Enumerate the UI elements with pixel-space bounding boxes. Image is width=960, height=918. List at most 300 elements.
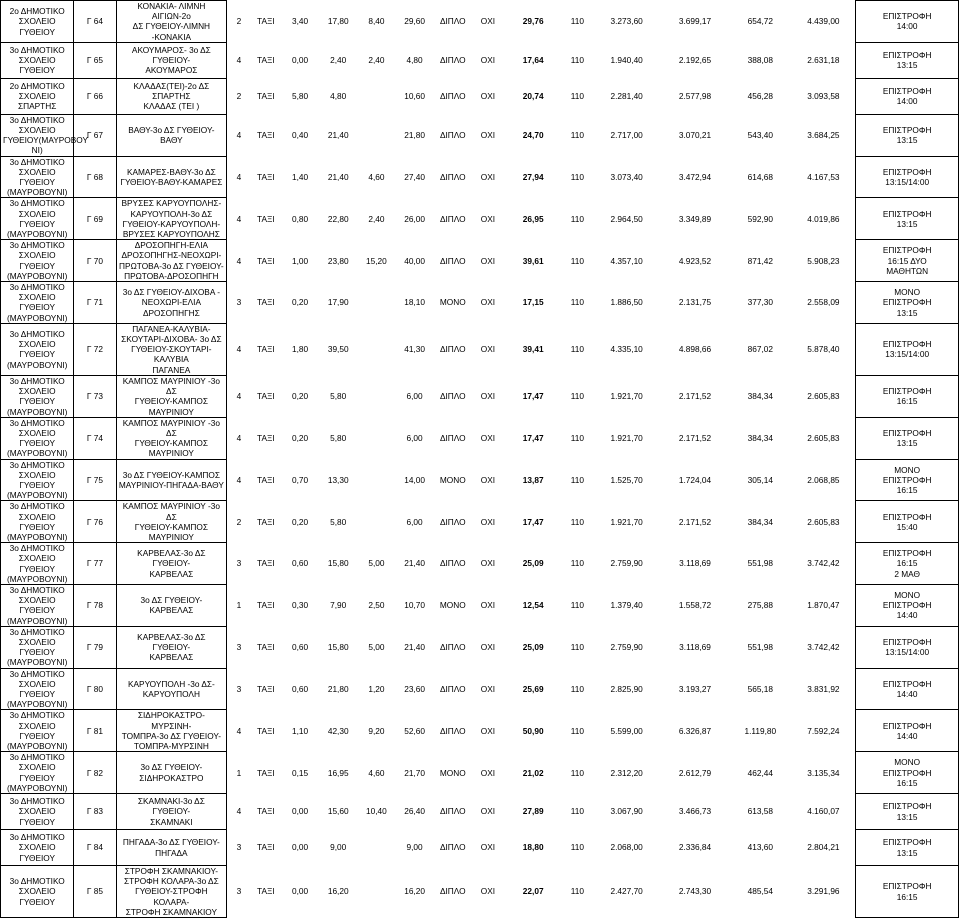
table-row — [1, 114, 959, 156]
trip-mode-cell: ΔΙΠΛΟ — [439, 842, 466, 853]
days-cell: 110 — [570, 344, 585, 355]
cost-vat-cell: 2.171,52 — [678, 391, 712, 402]
days-cell: 110 — [570, 130, 585, 141]
days-cell: 110 — [570, 886, 585, 897]
schedule-cell: ΕΠΙΣΤΡΟΦΗ 13:15 — [856, 830, 959, 866]
km-empty-cell: 3,40 — [291, 16, 309, 27]
cost-vat-cell: 3.070,21 — [678, 130, 712, 141]
km-total-cell: 21,70 — [404, 767, 425, 778]
table-row — [1, 323, 959, 375]
school-cell: 3ο ΔΗΜΟΤΙΚΟ ΣΧΟΛΕΙΟ ΓΥΘΕΙΟΥ — [1, 42, 74, 78]
seats-cell: 4 — [236, 130, 242, 141]
cost-extra-cell: 551,98 — [747, 642, 774, 653]
route-code-cell: Γ 82 — [74, 752, 116, 794]
km-loaded-cell: 15,60 — [327, 806, 349, 817]
routes-table-body — [1, 1, 959, 918]
school-cell: 3ο ΔΗΜΟΤΙΚΟ ΣΧΟΛΕΙΟ ΓΥΘΕΙΟΥ (ΜΑΥΡΟΒΟΥΝΙ) — [1, 156, 74, 198]
route-code-cell: Γ 81 — [74, 710, 116, 752]
route-description-cell: ΚΑΜΠΟΣ ΜΑΥΡΙΝΙΟΥ -3ο ΔΣ ΓΥΘΕΙΟΥ-ΚΑΜΠΟΣ ΜΑΥΡΙΝΙΟΥ — [116, 501, 227, 543]
route-description-cell: ΣΤΡΟΦΗ ΣΚΑΜΝΑΚΙΟΥ- ΣΤΡΟΦΗ ΚΟΛΑΡΑ-3ο ΔΣ ΓΥΘΕΙΟΥ-ΣΤΡΟΦΗ ΚΟΛΑΡΑ- ΣΤΡΟΦΗ ΣΚΑΜΝΑΚΙΟΥ — [116, 866, 227, 918]
cost-vat-cell: 3.349,89 — [678, 213, 712, 224]
seats-cell: 2 — [236, 16, 242, 27]
km-loaded-cell: 16,95 — [327, 767, 349, 778]
km-total-cell: 29,60 — [404, 16, 425, 27]
cost-net-cell: 2.312,20 — [610, 767, 643, 778]
trip-mode-cell: ΔΙΠΛΟ — [439, 558, 466, 569]
trip-mode-cell: ΔΙΠΛΟ — [439, 433, 466, 443]
km-empty-cell: 0,15 — [291, 767, 309, 778]
schedule-cell: ΕΠΙΣΤΡΟΦΗ 16:15 ΔΥΟ ΜΑΘΗΤΩΝ — [856, 240, 959, 282]
daily-cost-cell: 17,15 — [522, 297, 544, 308]
cost-net-cell: 2.281,40 — [610, 91, 643, 102]
option-cell: ΟΧΙ — [480, 91, 496, 102]
km-empty-cell: 1,80 — [291, 344, 309, 355]
km-total-cell: 9,00 — [406, 842, 423, 853]
km-total-cell: 6,00 — [406, 516, 423, 527]
table-row — [1, 752, 959, 794]
route-code-cell: Γ 77 — [74, 543, 116, 585]
km-empty-cell: 0,60 — [291, 683, 309, 694]
cost-net-cell: 3.067,90 — [610, 806, 643, 817]
cost-net-cell: 1.921,70 — [610, 391, 643, 402]
cost-vat-cell: 3.699,17 — [678, 16, 712, 27]
km-extra-cell: 1,20 — [368, 683, 385, 694]
km-loaded-cell: 7,90 — [330, 600, 347, 611]
school-cell: 3ο ΔΗΜΟΤΙΚΟ ΣΧΟΛΕΙΟ ΓΥΘΕΙΟΥ — [1, 794, 74, 830]
km-loaded-cell: 23,80 — [327, 255, 349, 266]
km-extra-cell: 2,50 — [368, 600, 385, 611]
cost-net-cell: 4.335,10 — [610, 344, 643, 355]
km-extra-cell: 2,40 — [368, 55, 385, 66]
option-cell: ΟΧΙ — [480, 433, 496, 443]
km-loaded-cell: 22,80 — [327, 213, 349, 224]
km-empty-cell: 0,80 — [291, 213, 309, 224]
seats-cell: 1 — [236, 600, 242, 611]
schedule-cell: ΕΠΙΣΤΡΟΦΗ 14:00 — [856, 1, 959, 43]
days-cell: 110 — [570, 91, 585, 102]
schedule-cell: ΕΠΙΣΤΡΟΦΗ 16:15 2 ΜΑΘ — [856, 543, 959, 585]
days-cell: 110 — [570, 683, 585, 694]
trip-mode-cell: ΔΙΠΛΟ — [439, 16, 466, 27]
cost-net-cell: 1.379,40 — [610, 600, 643, 611]
table-row — [1, 866, 959, 918]
km-loaded-cell: 5,80 — [330, 433, 347, 443]
cost-extra-cell: 592,90 — [747, 213, 774, 224]
route-code-cell: Γ 71 — [74, 282, 116, 324]
route-code-cell: Γ 72 — [74, 323, 116, 375]
cost-vat-cell: 2.131,75 — [678, 297, 712, 308]
route-code-cell: Γ 85 — [74, 866, 116, 918]
vehicle-type-cell: ΤΑΞΙ — [257, 806, 275, 817]
days-cell: 110 — [570, 806, 585, 817]
seats-cell: 3 — [236, 842, 242, 853]
km-loaded-cell: 13,30 — [327, 474, 349, 485]
cost-net-cell: 5.599,00 — [610, 725, 643, 736]
table-row — [1, 282, 959, 324]
km-extra-cell — [357, 417, 395, 459]
km-loaded-cell: 21,40 — [327, 171, 349, 182]
trip-mode-cell: ΔΙΠΛΟ — [439, 91, 466, 102]
option-cell: ΟΧΙ — [480, 171, 496, 182]
route-code-cell: Γ 75 — [74, 459, 116, 501]
cost-vat-cell: 6.326,87 — [678, 725, 712, 736]
km-total-cell: 6,00 — [406, 391, 423, 402]
option-cell: ΟΧΙ — [480, 642, 496, 653]
vehicle-type-cell: ΤΑΞΙ — [257, 391, 275, 402]
vehicle-type-cell: ΤΑΞΙ — [257, 16, 275, 27]
trip-mode-cell: ΔΙΠΛΟ — [439, 683, 466, 694]
schedule-cell: ΕΠΙΣΤΡΟΦΗ 16:15 — [856, 375, 959, 417]
table-row — [1, 830, 959, 866]
km-total-cell: 27,40 — [404, 171, 425, 182]
cost-vat-cell: 3.118,69 — [679, 642, 711, 653]
seats-cell: 4 — [236, 474, 242, 485]
km-total-cell: 41,30 — [404, 344, 425, 355]
cost-extra-cell: 305,14 — [747, 474, 774, 485]
schedule-cell: ΕΠΙΣΤΡΟΦΗ 13:15 — [856, 114, 959, 156]
km-empty-cell: 0,00 — [291, 806, 309, 817]
km-total-cell: 10,60 — [404, 91, 425, 102]
cost-grand-cell: 2.631,18 — [807, 55, 840, 66]
cost-grand-cell: 2.605,83 — [807, 391, 840, 402]
days-cell: 110 — [570, 725, 585, 736]
km-extra-cell: 10,40 — [366, 806, 387, 817]
seats-cell: 4 — [236, 391, 242, 402]
option-cell: ΟΧΙ — [480, 297, 496, 308]
km-empty-cell: 0,60 — [291, 642, 309, 653]
option-cell: ΟΧΙ — [480, 767, 496, 778]
option-cell: ΟΧΙ — [480, 213, 496, 224]
days-cell: 110 — [570, 55, 585, 66]
option-cell: ΟΧΙ — [480, 391, 496, 402]
schedule-cell: ΕΠΙΣΤΡΟΦΗ 13:15 — [856, 42, 959, 78]
seats-cell: 2 — [236, 91, 242, 102]
daily-cost-cell: 17,47 — [522, 516, 544, 527]
km-extra-cell — [357, 830, 395, 866]
km-loaded-cell: 15,80 — [327, 558, 349, 569]
daily-cost-cell: 25,09 — [522, 642, 544, 653]
days-cell: 110 — [570, 516, 585, 527]
cost-grand-cell: 5.878,40 — [807, 344, 840, 355]
trip-mode-cell: ΜΟΝΟ — [439, 600, 466, 611]
cost-vat-cell: 2.336,84 — [678, 842, 712, 853]
route-code-cell: Γ 65 — [74, 42, 116, 78]
daily-cost-cell: 18,80 — [522, 842, 544, 853]
trip-mode-cell: ΔΙΠΛΟ — [439, 516, 466, 527]
cost-grand-cell: 1.870,47 — [807, 600, 840, 611]
route-description-cell: ΣΙΔΗΡΟΚΑΣΤΡΟ-ΜΥΡΣΙΝΗ- ΤΟΜΠΡΑ-3ο ΔΣ ΓΥΘΕΙΟΥ- ΤΟΜΠΡΑ-ΜΥΡΣΙΝΗ — [116, 710, 227, 752]
seats-cell: 3 — [236, 297, 242, 308]
cost-vat-cell: 2.171,52 — [678, 516, 712, 527]
days-cell: 110 — [570, 213, 585, 224]
route-description-cell: 3ο ΔΣ ΓΥΘΕΙΟΥ-ΔΙΧΟΒΑ - ΝΕΟΧΩΡΙ-ΕΛΙΑ ΔΡΟΣΟΠΗΓΗΣ — [116, 282, 227, 324]
route-code-cell: Γ 84 — [74, 830, 116, 866]
seats-cell: 3 — [236, 683, 242, 694]
route-description-cell: ΔΡΟΣΟΠΗΓΗ-ΕΛΙΑ ΔΡΟΣΟΠΗΓΗΣ-ΝΕΟΧΩΡΙ- ΠΡΩΤΟΒΑ-3ο ΔΣ ΓΥΘΕΙΟΥ- ΠΡΩΤΟΒΑ-ΔΡΟΣΟΠΗΓΗ — [116, 240, 227, 282]
cost-extra-cell: 377,30 — [747, 297, 774, 308]
cost-vat-cell: 2.612,79 — [678, 767, 712, 778]
km-loaded-cell: 21,80 — [327, 683, 349, 694]
cost-net-cell: 2.717,00 — [610, 130, 643, 141]
cost-vat-cell: 3.472,94 — [678, 171, 712, 182]
daily-cost-cell: 20,74 — [522, 91, 544, 102]
km-empty-cell: 0,40 — [291, 130, 309, 141]
table-row — [1, 198, 959, 240]
daily-cost-cell: 17,47 — [522, 391, 544, 402]
trip-mode-cell: ΔΙΠΛΟ — [439, 725, 466, 736]
daily-cost-cell: 25,09 — [522, 558, 544, 569]
cost-vat-cell: 3.466,73 — [678, 806, 712, 817]
daily-cost-cell: 12,54 — [522, 600, 544, 611]
km-extra-cell: 5,00 — [368, 642, 385, 653]
option-cell: ΟΧΙ — [480, 725, 496, 736]
km-total-cell: 21,40 — [404, 642, 425, 653]
route-code-cell: Γ 64 — [74, 1, 116, 43]
km-extra-cell — [357, 459, 395, 501]
cost-grand-cell: 5.908,23 — [807, 255, 840, 266]
km-total-cell: 6,00 — [406, 433, 423, 443]
route-description-cell: ΚΛΑΔΑΣ(ΤΕΙ)-2ο ΔΣ ΣΠΑΡΤΗΣ ΚΛΑΔΑΣ (ΤΕΙ ) — [116, 78, 227, 114]
trip-mode-cell: ΔΙΠΛΟ — [439, 391, 466, 402]
cost-vat-cell: 2.743,30 — [678, 886, 712, 897]
schedule-cell: ΕΠΙΣΤΡΟΦΗ 15:40 — [856, 501, 959, 543]
km-empty-cell: 0,20 — [291, 516, 309, 527]
school-cell: 3ο ΔΗΜΟΤΙΚΟ ΣΧΟΛΕΙΟ ΓΥΘΕΙΟΥ — [1, 866, 74, 918]
cost-grand-cell: 3.742,42 — [807, 642, 840, 653]
schedule-cell: ΕΠΙΣΤΡΟΦΗ 13:15/14:00 — [856, 156, 959, 198]
cost-grand-cell: 2.605,83 — [807, 516, 840, 527]
cost-vat-cell: 3.118,69 — [679, 558, 711, 569]
table-row — [1, 1, 959, 43]
vehicle-type-cell: ΤΑΞΙ — [257, 516, 275, 527]
km-extra-cell — [357, 375, 395, 417]
cost-extra-cell: 543,40 — [747, 130, 774, 141]
table-row — [1, 626, 959, 668]
route-description-cell: ΚΑΜΠΟΣ ΜΑΥΡΙΝΙΟΥ -3ο ΔΣ ΓΥΘΕΙΟΥ-ΚΑΜΠΟΣ ΜΑΥΡΙΝΙΟΥ — [116, 375, 227, 417]
seats-cell: 3 — [236, 886, 242, 897]
option-cell: ΟΧΙ — [480, 842, 496, 853]
route-code-cell: Γ 74 — [74, 417, 116, 459]
days-cell: 110 — [570, 255, 585, 266]
km-extra-cell: 2,40 — [368, 213, 385, 224]
seats-cell: 4 — [236, 806, 242, 817]
km-empty-cell: 0,60 — [291, 558, 309, 569]
school-cell: 3ο ΔΗΜΟΤΙΚΟ ΣΧΟΛΕΙΟ ΓΥΘΕΙΟΥ (ΜΑΥΡΟΒΟΥΝΙ) — [1, 282, 74, 324]
daily-cost-cell: 50,90 — [522, 725, 544, 736]
cost-grand-cell: 4.160,07 — [807, 806, 840, 817]
cost-extra-cell: 867,02 — [747, 344, 774, 355]
option-cell: ΟΧΙ — [480, 344, 496, 355]
days-cell: 110 — [570, 297, 585, 308]
table-row — [1, 501, 959, 543]
route-code-cell: Γ 78 — [74, 584, 116, 626]
school-cell: 3ο ΔΗΜΟΤΙΚΟ ΣΧΟΛΕΙΟ ΓΥΘΕΙΟΥ(ΜΑΥΡΟΒΟΥ ΝΙ) — [1, 114, 74, 156]
route-description-cell: ΒΡΥΣΕΣ ΚΑΡΥΟΥΠΟΛΗΣ- ΚΑΡΥΟΥΠΟΛΗ-3ο ΔΣ ΓΥΘΕΙΟΥ-ΚΑΡΥΟΥΠΟΛΗ- ΒΡΥΣΕΣ ΚΑΡΥΟΥΠΟΛΗΣ — [116, 198, 227, 240]
seats-cell: 4 — [236, 171, 242, 182]
school-cell: 2ο ΔΗΜΟΤΙΚΟ ΣΧΟΛΕΙΟ ΣΠΑΡΤΗΣ — [1, 78, 74, 114]
seats-cell: 3 — [236, 642, 242, 653]
trip-mode-cell: ΔΙΠΛΟ — [439, 806, 466, 817]
route-description-cell: 3ο ΔΣ ΓΥΘΕΙΟΥ- ΣΙΔΗΡΟΚΑΣΤΡΟ — [116, 752, 227, 794]
km-loaded-cell: 17,80 — [327, 16, 349, 27]
vehicle-type-cell: ΤΑΞΙ — [257, 725, 275, 736]
vehicle-type-cell: ΤΑΞΙ — [257, 55, 275, 66]
vehicle-type-cell: ΤΑΞΙ — [257, 213, 275, 224]
option-cell: ΟΧΙ — [480, 683, 496, 694]
cost-extra-cell: 614,68 — [747, 171, 774, 182]
route-description-cell: 3ο ΔΣ ΓΥΘΕΙΟΥ-ΚΑΡΒΕΛΑΣ — [116, 584, 227, 626]
cost-extra-cell: 1.119,80 — [744, 725, 777, 736]
seats-cell: 4 — [236, 213, 242, 224]
route-code-cell: Γ 67 — [74, 114, 116, 156]
cost-net-cell: 2.759,90 — [610, 558, 643, 569]
table-row — [1, 156, 959, 198]
km-extra-cell — [357, 323, 395, 375]
km-empty-cell: 0,20 — [291, 297, 309, 308]
route-code-cell: Γ 70 — [74, 240, 116, 282]
route-description-cell: ΚΑΡΒΕΛΑΣ-3ο ΔΣ ΓΥΘΕΙΟΥ- ΚΑΡΒΕΛΑΣ — [116, 626, 227, 668]
vehicle-type-cell: ΤΑΞΙ — [257, 91, 275, 102]
schedule-cell: ΜΟΝΟ ΕΠΙΣΤΡΟΦΗ 16:15 — [856, 459, 959, 501]
cost-vat-cell: 4.898,66 — [678, 344, 712, 355]
seats-cell: 4 — [236, 255, 242, 266]
route-code-cell: Γ 73 — [74, 375, 116, 417]
cost-extra-cell: 613,58 — [747, 806, 774, 817]
km-empty-cell: 0,00 — [291, 55, 309, 66]
daily-cost-cell: 29,76 — [522, 16, 544, 27]
trip-mode-cell: ΜΟΝΟ — [439, 474, 466, 485]
schedule-cell: ΕΠΙΣΤΡΟΦΗ 13:15 — [856, 794, 959, 830]
daily-cost-cell: 26,95 — [522, 213, 544, 224]
days-cell: 110 — [570, 171, 585, 182]
km-extra-cell — [357, 114, 395, 156]
school-cell: 3ο ΔΗΜΟΤΙΚΟ ΣΧΟΛΕΙΟ ΓΥΘΕΙΟΥ (ΜΑΥΡΟΒΟΥΝΙ) — [1, 584, 74, 626]
km-loaded-cell: 17,90 — [327, 297, 349, 308]
cost-grand-cell: 2.804,21 — [807, 842, 840, 853]
cost-grand-cell: 4.439,00 — [807, 16, 840, 27]
km-extra-cell — [357, 282, 395, 324]
daily-cost-cell: 24,70 — [522, 130, 544, 141]
km-total-cell: 26,00 — [404, 213, 425, 224]
option-cell: ΟΧΙ — [480, 255, 496, 266]
route-code-cell: Γ 69 — [74, 198, 116, 240]
cost-grand-cell: 3.684,25 — [807, 130, 840, 141]
km-total-cell: 16,20 — [404, 886, 425, 897]
cost-vat-cell: 2.577,98 — [678, 91, 712, 102]
km-total-cell: 23,60 — [404, 683, 425, 694]
school-cell: 3ο ΔΗΜΟΤΙΚΟ ΣΧΟΛΕΙΟ ΓΥΘΕΙΟΥ (ΜΑΥΡΟΒΟΥΝΙ) — [1, 240, 74, 282]
km-total-cell: 4,80 — [406, 55, 423, 66]
cost-grand-cell: 3.093,58 — [807, 91, 840, 102]
km-extra-cell: 4,60 — [368, 767, 385, 778]
cost-extra-cell: 456,28 — [747, 91, 774, 102]
schedule-cell: ΕΠΙΣΤΡΟΦΗ 14:40 — [856, 668, 959, 710]
days-cell: 110 — [570, 767, 585, 778]
vehicle-type-cell: ΤΑΞΙ — [257, 886, 275, 897]
school-cell: 3ο ΔΗΜΟΤΙΚΟ ΣΧΟΛΕΙΟ ΓΥΘΕΙΟΥ (ΜΑΥΡΟΒΟΥΝΙ) — [1, 626, 74, 668]
daily-cost-cell: 21,02 — [522, 767, 544, 778]
km-empty-cell: 1,10 — [291, 725, 309, 736]
km-empty-cell: 0,20 — [291, 433, 309, 443]
table-row — [1, 584, 959, 626]
school-cell: 2ο ΔΗΜΟΤΙΚΟ ΣΧΟΛΕΙΟ ΓΥΘΕΙΟΥ — [1, 1, 74, 43]
cost-net-cell: 1.525,70 — [610, 474, 643, 485]
vehicle-type-cell: ΤΑΞΙ — [257, 171, 275, 182]
km-loaded-cell: 5,80 — [330, 391, 347, 402]
table-row — [1, 794, 959, 830]
schedule-cell: ΜΟΝΟ ΕΠΙΣΤΡΟΦΗ 14:40 — [856, 584, 959, 626]
route-description-cell: ΚΟΝΑΚΙΑ- ΛΙΜΝΗ ΑΙΓΙΩΝ-2ο ΔΣ ΓΥΘΕΙΟΥ-ΛΙΜΝΗ -ΚΟΝΑΚΙΑ — [116, 1, 227, 43]
table-row — [1, 240, 959, 282]
option-cell: ΟΧΙ — [480, 516, 496, 527]
school-cell: 3ο ΔΗΜΟΤΙΚΟ ΣΧΟΛΕΙΟ ΓΥΘΕΙΟΥ (ΜΑΥΡΟΒΟΥΝΙ) — [1, 710, 74, 752]
cost-net-cell: 1.921,70 — [610, 516, 643, 527]
km-total-cell: 26,40 — [404, 806, 425, 817]
km-empty-cell: 1,00 — [291, 255, 309, 266]
route-code-cell: Γ 76 — [74, 501, 116, 543]
cost-net-cell: 2.759,90 — [610, 642, 643, 653]
option-cell: ΟΧΙ — [480, 558, 496, 569]
cost-extra-cell: 388,08 — [747, 55, 774, 66]
school-cell: 3ο ΔΗΜΟΤΙΚΟ ΣΧΟΛΕΙΟ ΓΥΘΕΙΟΥ (ΜΑΥΡΟΒΟΥΝΙ) — [1, 543, 74, 585]
route-description-cell: ΚΑΜΠΟΣ ΜΑΥΡΙΝΙΟΥ -3ο ΔΣ ΓΥΘΕΙΟΥ-ΚΑΜΠΟΣ ΜΑΥΡΙΝΙΟΥ — [116, 417, 227, 459]
route-code-cell: Γ 68 — [74, 156, 116, 198]
cost-net-cell: 3.273,60 — [610, 16, 643, 27]
table-row — [1, 78, 959, 114]
daily-cost-cell: 13,87 — [522, 474, 544, 485]
vehicle-type-cell: ΤΑΞΙ — [257, 344, 275, 355]
days-cell: 110 — [570, 16, 585, 27]
route-description-cell: ΑΚΟΥΜΑΡΟΣ- 3ο ΔΣ ΓΥΘΕΙΟΥ- ΑΚΟΥΜΑΡΟΣ — [116, 42, 227, 78]
cost-net-cell: 3.073,40 — [610, 171, 643, 182]
km-loaded-cell: 42,30 — [327, 725, 349, 736]
route-description-cell: 3ο ΔΣ ΓΥΘΕΙΟΥ-ΚΑΜΠΟΣ ΜΑΥΡΙΝΙΟΥ-ΠΗΓΑΔΑ-ΒΑΘΥ — [116, 459, 227, 501]
seats-cell: 4 — [236, 344, 242, 355]
km-loaded-cell: 4,80 — [330, 91, 347, 102]
cost-grand-cell: 4.019,86 — [807, 213, 840, 224]
route-description-cell: ΚΑΜΑΡΕΣ-ΒΑΘΥ-3ο ΔΣ ΓΥΘΕΙΟΥ-ΒΑΘΥ-ΚΑΜΑΡΕΣ — [116, 156, 227, 198]
cost-extra-cell: 384,34 — [747, 433, 774, 443]
table-row — [1, 375, 959, 417]
daily-cost-cell: 22,07 — [522, 886, 544, 897]
cost-extra-cell: 384,34 — [747, 516, 774, 527]
option-cell: ΟΧΙ — [480, 886, 496, 897]
school-cell: 3ο ΔΗΜΟΤΙΚΟ ΣΧΟΛΕΙΟ ΓΥΘΕΙΟΥ (ΜΑΥΡΟΒΟΥΝΙ) — [1, 198, 74, 240]
cost-grand-cell: 2.605,83 — [807, 433, 840, 443]
vehicle-type-cell: ΤΑΞΙ — [257, 683, 275, 694]
trip-mode-cell: ΔΙΠΛΟ — [439, 642, 466, 653]
days-cell: 110 — [570, 600, 585, 611]
trip-mode-cell: ΜΟΝΟ — [439, 767, 466, 778]
trip-mode-cell: ΔΙΠΛΟ — [439, 344, 466, 355]
route-description-cell: ΚΑΡΒΕΛΑΣ-3ο ΔΣ ΓΥΘΕΙΟΥ- ΚΑΡΒΕΛΑΣ — [116, 543, 227, 585]
route-code-cell: Γ 79 — [74, 626, 116, 668]
cost-extra-cell: 654,72 — [747, 16, 774, 27]
km-loaded-cell: 5,80 — [330, 516, 347, 527]
days-cell: 110 — [570, 558, 585, 569]
option-cell: ΟΧΙ — [480, 55, 496, 66]
cost-grand-cell: 3.291,96 — [807, 886, 840, 897]
cost-net-cell: 2.427,70 — [610, 886, 643, 897]
km-loaded-cell: 21,40 — [327, 130, 349, 141]
cost-grand-cell: 3.831,92 — [807, 683, 840, 694]
km-empty-cell: 0,20 — [291, 391, 309, 402]
table-row — [1, 668, 959, 710]
km-total-cell: 21,40 — [404, 558, 425, 569]
days-cell: 110 — [570, 842, 585, 853]
cost-extra-cell: 485,54 — [747, 886, 774, 897]
route-description-cell: ΚΑΡΥΟΥΠΟΛΗ -3ο ΔΣ- ΚΑΡΥΟΥΠΟΛΗ — [116, 668, 227, 710]
